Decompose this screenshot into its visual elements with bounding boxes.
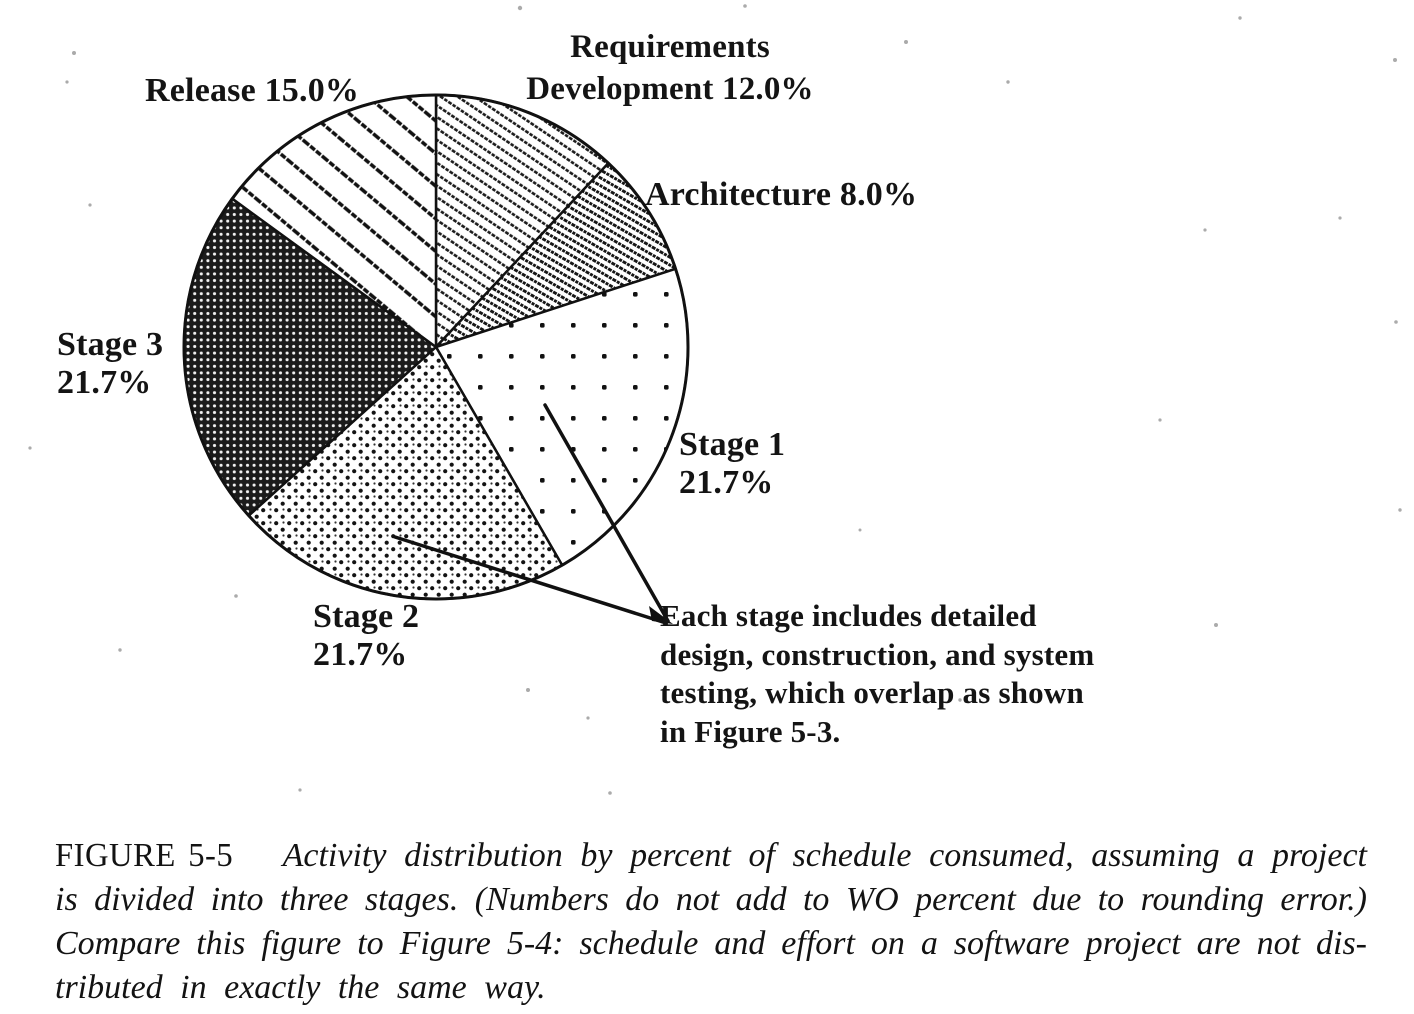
label-stage-3 bbox=[57, 326, 163, 402]
label-stage-2 bbox=[313, 598, 419, 674]
caption-line-3: Compare this figure to Figure 5-4: schedule and effort on a software project are not dis- bbox=[55, 925, 1367, 962]
label-requirements-line2: Development 12.0% bbox=[526, 71, 814, 107]
caption-line-4: tributed in exactly the same way. bbox=[55, 969, 546, 1006]
label-stage3-name: Stage 3 bbox=[57, 326, 164, 363]
note-annotation bbox=[660, 597, 1100, 751]
label-stage1-name: Stage 1 bbox=[679, 426, 786, 463]
note-line-1: Each stage includes detailed bbox=[660, 598, 1037, 633]
note-line-2: design, construction, and system bbox=[660, 636, 1095, 672]
label-architecture: Architecture 8.0% bbox=[645, 176, 918, 213]
figure-number: FIGURE 5-5 bbox=[55, 837, 234, 874]
label-release: Release 15.0% bbox=[145, 72, 360, 109]
caption-line-2: is divided into three stages. (Numbers do not add to WO percent due to rounding error.) bbox=[55, 881, 1367, 918]
label-stage1-percent: 21.7% bbox=[679, 464, 774, 501]
figure-caption bbox=[55, 834, 1367, 1010]
label-requirements-line1: Requirements bbox=[570, 29, 770, 65]
label-stage3-percent: 21.7% bbox=[57, 364, 152, 401]
caption-line-1 bbox=[55, 834, 1367, 878]
label-stage2-percent: 21.7% bbox=[313, 636, 408, 673]
caption-text-1: Activity distribution by percent of schedule consumed, assuming a project bbox=[282, 837, 1367, 874]
note-line-4: in Figure 5-3. bbox=[660, 713, 841, 749]
label-stage2-name: Stage 2 bbox=[313, 598, 420, 635]
label-requirements-development bbox=[500, 26, 840, 110]
note-line-3: testing, which overlap as shown bbox=[660, 675, 1084, 710]
label-stage-1 bbox=[679, 426, 785, 502]
